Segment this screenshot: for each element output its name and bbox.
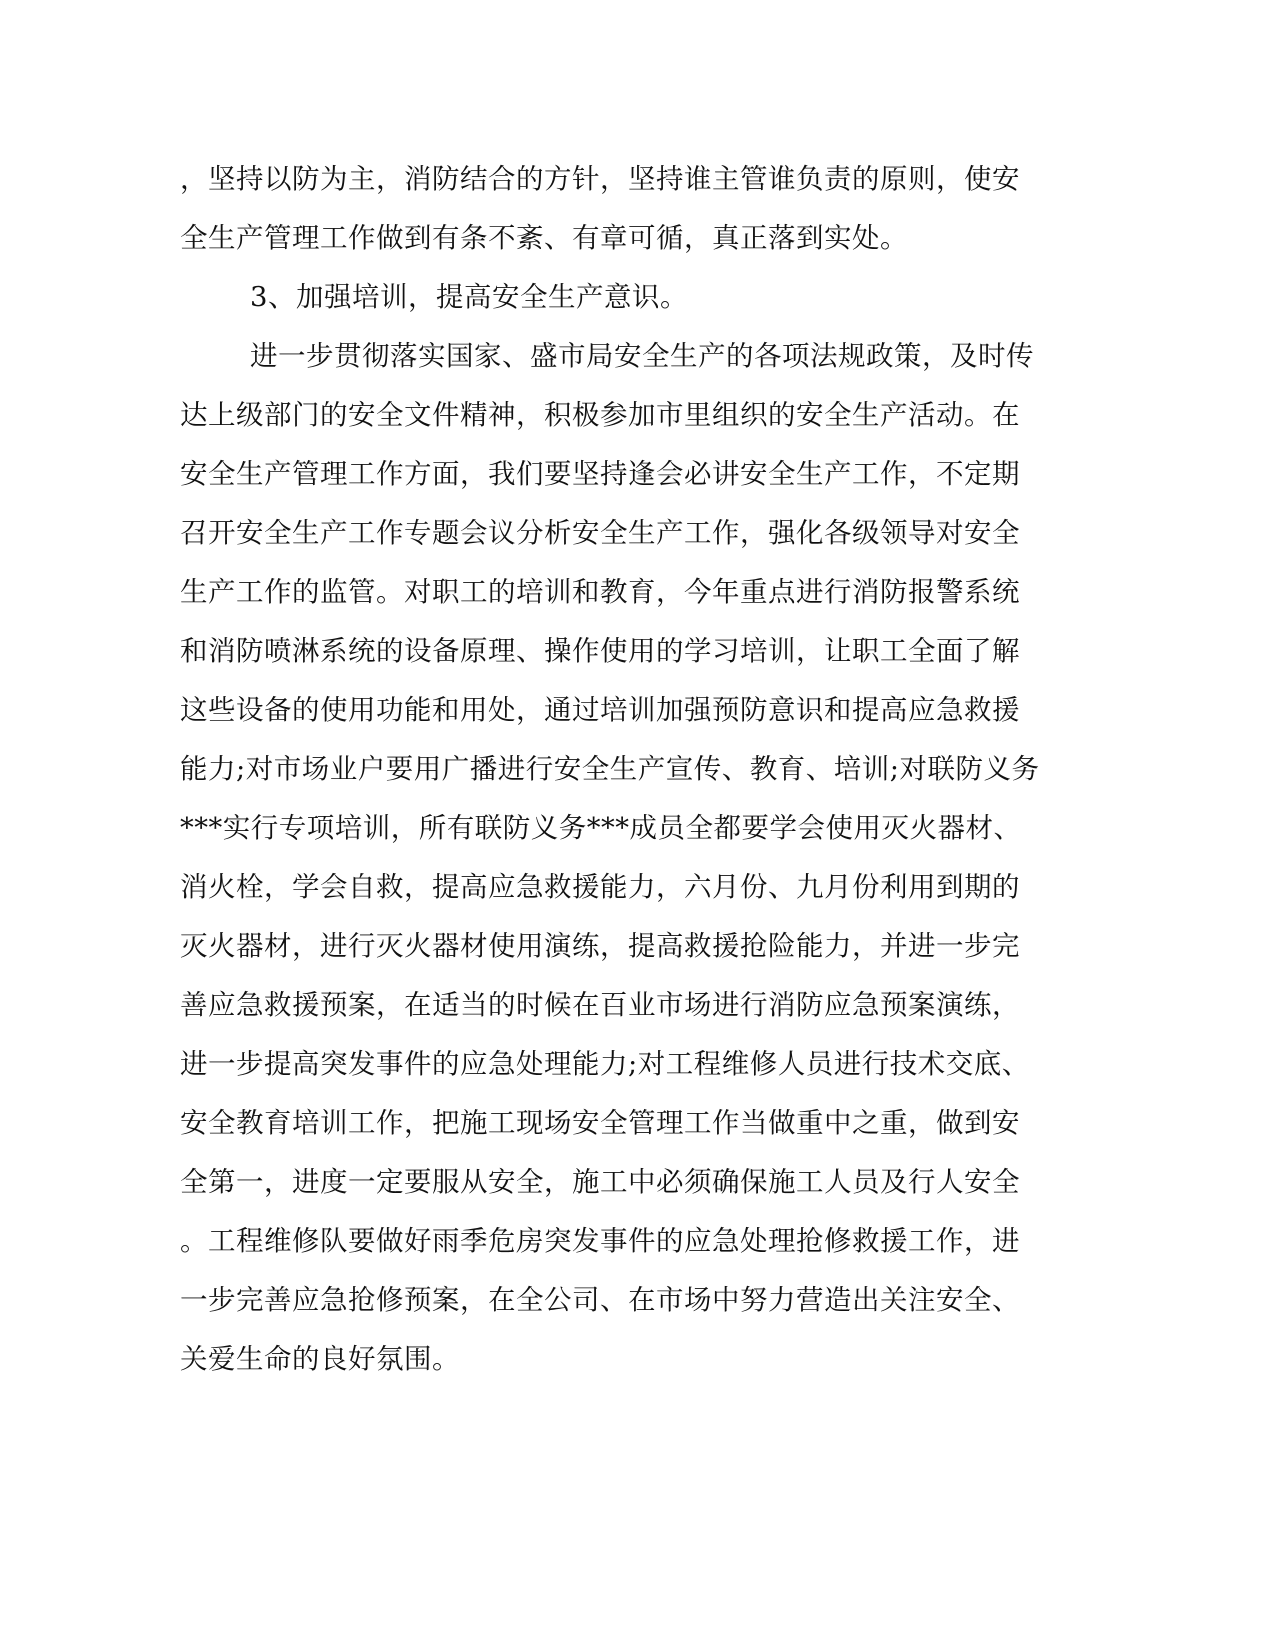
text-line: 一步完善应急抢修预案，在全公司、在市场中努力营造出关注安全、 xyxy=(180,1284,1020,1316)
text-line: 能力;对市场业户要用广播进行安全生产宣传、教育、培训;对联防义务 xyxy=(180,753,1040,785)
text-line: 消火栓，学会自救，提高应急救援能力，六月份、九月份利用到期的 xyxy=(180,871,1020,903)
text-line: 安全教育培训工作，把施工现场安全管理工作当做重中之重，做到安 xyxy=(180,1107,1020,1139)
text-line: 。工程维修队要做好雨季危房突发事件的应急处理抢修救援工作，进 xyxy=(180,1225,1020,1257)
text-line: 和消防喷淋系统的设备原理、操作使用的学习培训，让职工全面了解 xyxy=(180,635,1020,667)
text-line: 生产工作的监管。对职工的培训和教育，今年重点进行消防报警系统 xyxy=(180,576,1020,608)
text-line: ，坚持以防为主，消防结合的方针，坚持谁主管谁负责的原则，使安 xyxy=(180,163,1020,195)
text-line: 灭火器材，进行灭火器材使用演练，提高救援抢险能力，并进一步完 xyxy=(180,930,1020,962)
text-line: 善应急救援预案，在适当的时候在百业市场进行消防应急预案演练， xyxy=(180,989,1020,1021)
text-line: 进一步提高突发事件的应急处理能力;对工程维修人员进行技术交底、 xyxy=(180,1048,1030,1080)
text-line: 全生产管理工作做到有条不紊、有章可循，真正落到实处。 xyxy=(180,222,908,254)
text-line: 全第一，进度一定要服从安全，施工中必须确保施工人员及行人安全 xyxy=(180,1166,1020,1198)
text-line: ***实行专项培训，所有联防义务***成员全都要学会使用灭火器材、 xyxy=(180,812,1022,844)
text-line: 召开安全生产工作专题会议分析安全生产工作，强化各级领导对安全 xyxy=(180,517,1020,549)
text-line: 这些设备的使用功能和用处，通过培训加强预防意识和提高应急救援 xyxy=(180,694,1020,726)
section-heading: 3、加强培训，提高安全生产意识。 xyxy=(250,281,688,313)
text-line: 安全生产管理工作方面，我们要坚持逢会必讲安全生产工作，不定期 xyxy=(180,458,1020,490)
text-line: 达上级部门的安全文件精神，积极参加市里组织的安全生产活动。在 xyxy=(180,399,1020,431)
body-text xyxy=(180,150,1040,1389)
text-line: 关爱生命的良好氛围。 xyxy=(180,1343,460,1375)
paragraph-first-line: 进一步贯彻落实国家、盛市局安全生产的各项法规政策，及时传 xyxy=(250,340,1034,372)
